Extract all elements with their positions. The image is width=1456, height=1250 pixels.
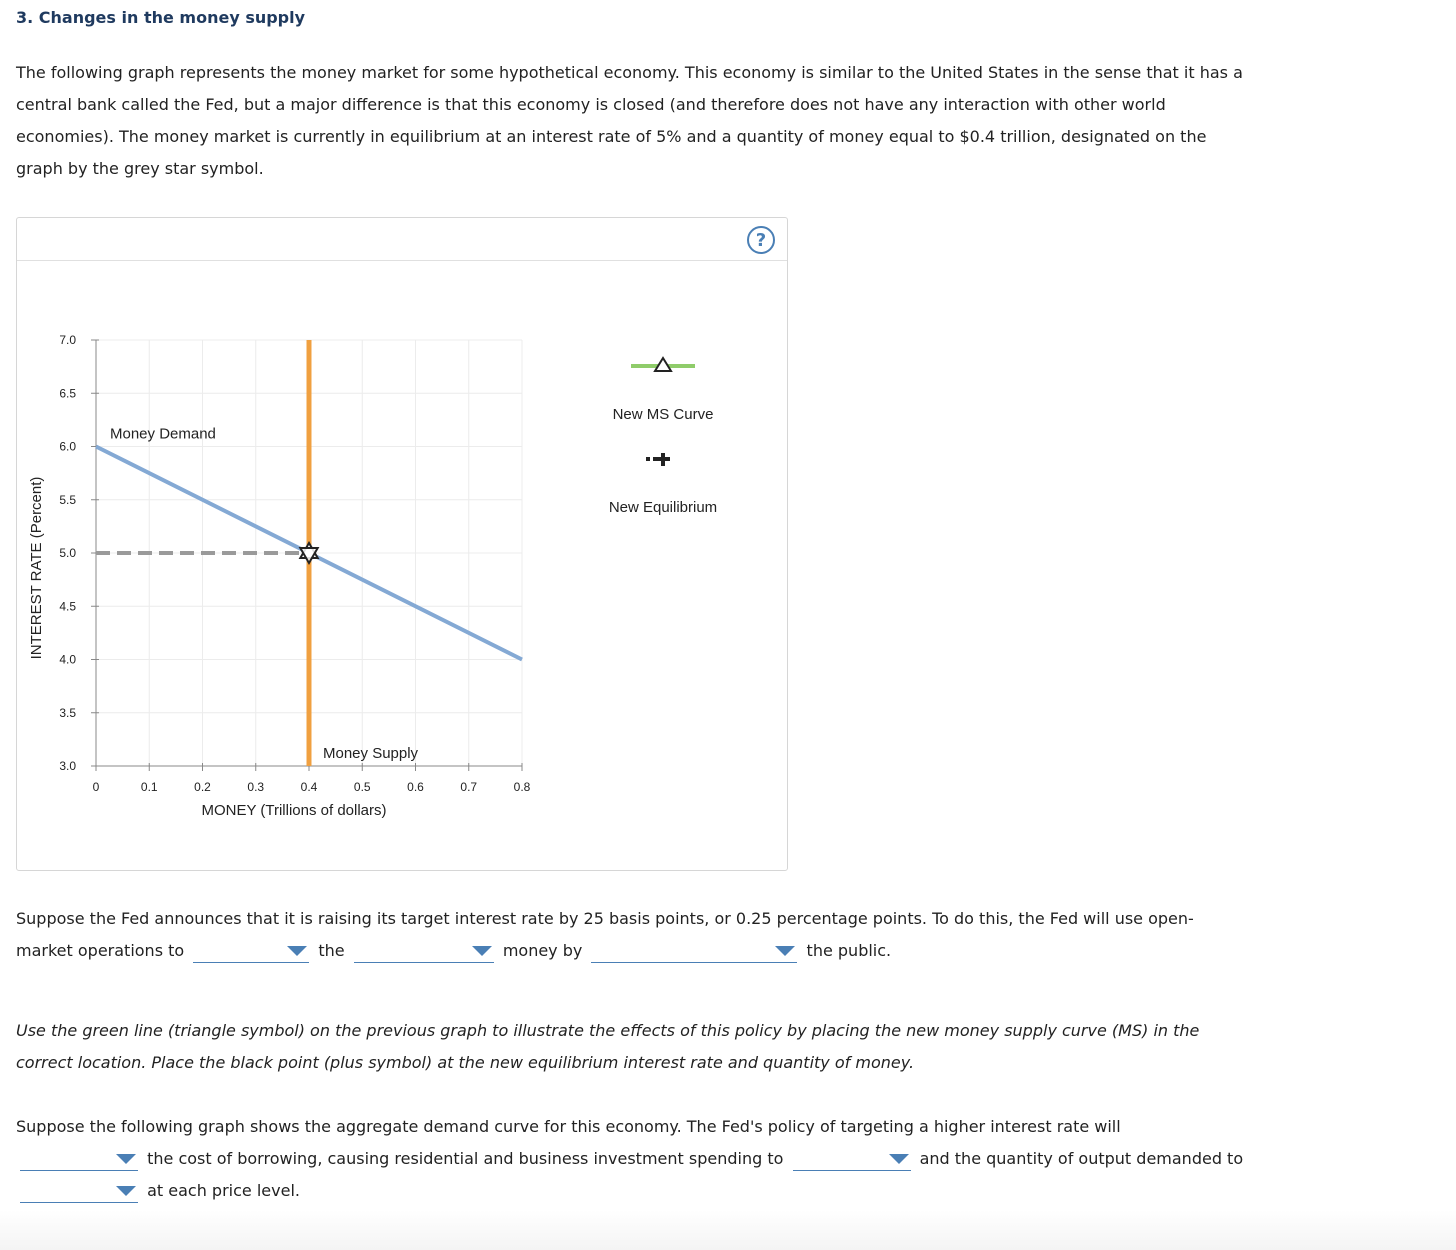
y-tick-label: 4.0 [59, 652, 76, 667]
help-icon[interactable]: ? [747, 226, 775, 254]
y-tick-label: 3.0 [59, 759, 76, 773]
dropdown-investment-spending[interactable] [793, 1148, 911, 1171]
chevron-down-icon [775, 946, 795, 956]
x-tick-label: 0 [92, 780, 100, 794]
x-tick-label: 0.7 [460, 780, 478, 794]
dropdown-security-type[interactable] [354, 940, 494, 963]
question-text-part1: Suppose the Fed announces that it is raising its target interest rate by 25 basis points, or 0.25 percentage points. To do this, the Fed will use open-market operations to [16, 909, 1194, 960]
legend [609, 358, 717, 516]
aggregate-demand-question [16, 1111, 1256, 1207]
ad-text-part1: Suppose the following graph shows the aggregate demand curve for this economy. The Fed's policy of targeting a higher interest rate will [16, 1117, 1121, 1136]
policy-question [16, 903, 1236, 967]
dropdown-direction[interactable] [591, 940, 797, 963]
ad-text-part2: the cost of borrowing, causing residential and business investment spending to [147, 1149, 784, 1168]
chevron-down-icon [889, 1154, 909, 1164]
ad-text-part4: at each price level. [147, 1181, 300, 1200]
y-tick-label: 3.5 [59, 705, 76, 720]
intro-paragraph: The following graph represents the money market for some hypothetical economy. This economy is similar to the United States in the sense that it has a central bank called the Fed, but a major difference is that this economy is closed (and therefore does not have any interaction with other world economies). The money market is currently in equilibrium at an interest rate of 5% and a quantity of money equal to $0.4 trillion, designated on the graph by the grey star symbol. [16, 63, 1243, 178]
money-market-graph[interactable] [17, 218, 787, 870]
x-tick-label: 0.8 [513, 780, 531, 794]
y-tick-label: 6.0 [59, 439, 76, 454]
x-tick-label: 0.5 [353, 780, 371, 794]
x-tick-label: 0.4 [300, 780, 318, 794]
question-text-money-by: money by [502, 941, 583, 960]
dropdown-open-market-action[interactable] [193, 940, 309, 963]
y-tick-label: 5.5 [59, 492, 76, 507]
chevron-down-icon [116, 1154, 136, 1164]
graph-panel [16, 217, 788, 871]
x-tick-label: 0.3 [247, 780, 265, 794]
graph-instructions: Use the green line (triangle symbol) on the previous graph to illustrate the effects of this policy by placing the new money supply curve (MS) in the correct location. Place the black point (plus symbol) at the new equilibrium interest rate and quantity of money. [16, 1021, 1200, 1072]
labels [28, 333, 531, 819]
x-axis-title: MONEY (Trillions of dollars) [201, 802, 387, 819]
ad-text-part3: and the quantity of output demanded to [919, 1149, 1244, 1168]
x-tick-label: 0.6 [407, 780, 424, 794]
x-tick-label: 0.1 [140, 780, 158, 794]
y-tick-label: 4.5 [59, 599, 76, 614]
y-axis-title: INTEREST RATE (Percent) [28, 476, 45, 660]
question-text-the-public: the public. [806, 941, 892, 960]
dropdown-output-demanded[interactable] [20, 1180, 138, 1203]
money-supply-label: Money Supply [323, 745, 419, 762]
page-bottom-fade [0, 1210, 1456, 1250]
section-title: 3. Changes in the money supply [16, 8, 306, 27]
y-tick-label: 7.0 [59, 333, 76, 347]
y-tick-label: 6.5 [59, 386, 76, 401]
chevron-down-icon [287, 946, 307, 956]
new-ms-curve-label: New MS Curve [612, 406, 714, 423]
chevron-down-icon [472, 946, 492, 956]
dropdown-cost-of-borrowing[interactable] [20, 1148, 138, 1171]
money-demand-label: Money Demand [110, 425, 216, 443]
question-text-the: the [318, 941, 345, 960]
y-tick-label: 5.0 [59, 546, 76, 560]
chevron-down-icon [116, 1186, 136, 1196]
plus-icon[interactable] [646, 453, 670, 466]
new-equilibrium-label: New Equilibrium [608, 499, 718, 516]
x-tick-label: 0.2 [194, 780, 211, 794]
